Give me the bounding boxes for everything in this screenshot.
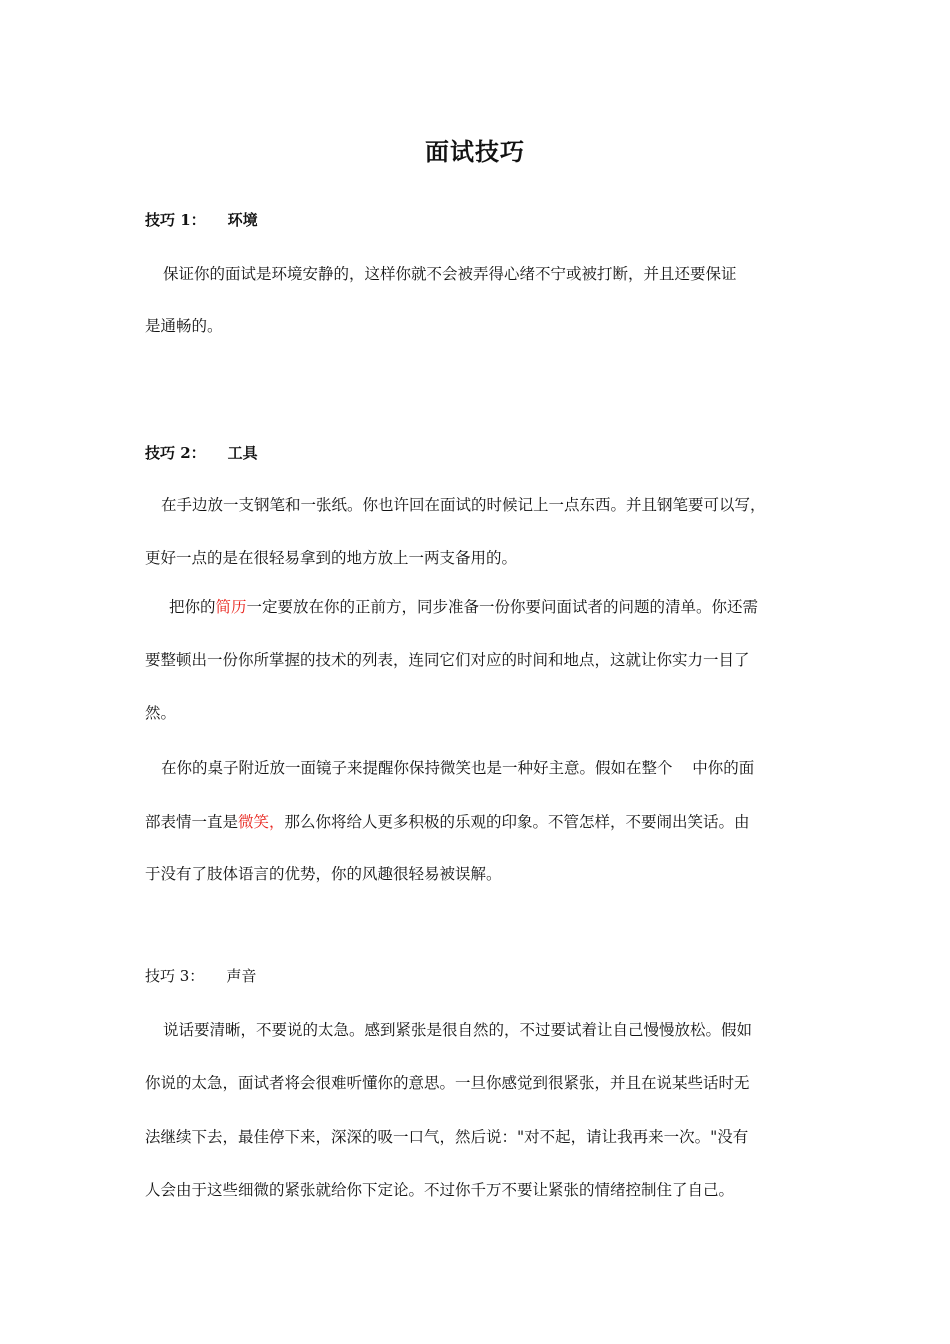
tip2-p1-line-1: 在手边放一支钢笔和一张纸。你也许回在面试的时候记上一点东西。并且钢笔要可以写， [161,496,766,514]
tip2-p1-line-2: 更好一点的是在很轻易拿到的地方放上一两支备用的。 [145,549,518,567]
tip2-p2-line-3: 然。 [145,704,177,722]
tip1-line-2: 是通畅的。 [145,317,223,335]
tip2-p3-text-a: 部表情一直是 [145,813,239,831]
tip2-name: 工具 [227,444,258,462]
tip2-p2-line-2: 要整顿出一份你所掌握的技术的列表，连同它们对应的时间和地点，这就让你实力一目了 [145,651,750,669]
tip3-line-4: 人会由于这些细微的紧张就给你下定论。不过你千万不要让紧张的情绪控制住了自己。 [145,1181,735,1199]
tip2-p3-line-3: 于没有了肢体语言的优势，你的风趣很轻易被误解。 [145,865,502,883]
tip2-p2-text-a: 把你的 [169,598,216,616]
resume-highlight: 简历 [215,598,247,616]
tip3-label: 技巧 3： [145,967,205,985]
tip1-name: 环境 [227,211,258,229]
tip1-heading [145,209,258,230]
tip2-p3-line-2 [145,812,815,832]
tip2-label: 技巧 2： [145,444,206,462]
page-title: 面试技巧 [425,137,525,166]
tip2-p3-line-1: 在你的桌子附近放一面镜子来提醒你保持微笑也是一种好主意。假如在整个 中你的面 [161,759,755,777]
tip3-line-3: 法继续下去，最佳停下来，深深的吸一口气，然后说："对不起，请让我再来一次。"没有 [145,1128,749,1146]
tip2-heading [145,442,258,463]
tip3-heading [145,965,256,986]
tip1-label: 技巧 1： [145,211,206,229]
tip2-p3-text-b: 那么你将给人更多积极的乐观的印象。不管怎样，不要闹出笑话。由 [284,813,750,831]
smile-highlight: 微笑， [238,813,285,831]
tip3-line-2: 你说的太急，面试者将会很难听懂你的意思。一旦你感觉到很紧张，并且在说某些话时无 [145,1074,750,1092]
tip2-p2-line-1 [145,597,815,617]
tip3-line-1: 说话要清晰，不要说的太急。感到紧张是很自然的，不过要试着让自己慢慢放松。假如 [163,1021,753,1039]
tip3-name: 声音 [226,967,257,985]
tip1-line-1: 保证你的面试是环境安静的，这样你就不会被弄得心绪不宁或被打断，并且还要保证 [163,265,737,283]
tip2-p2-text-b: 一定要放在你的正前方，同步准备一份你要问面试者的问题的清单。你还需 [246,598,759,616]
